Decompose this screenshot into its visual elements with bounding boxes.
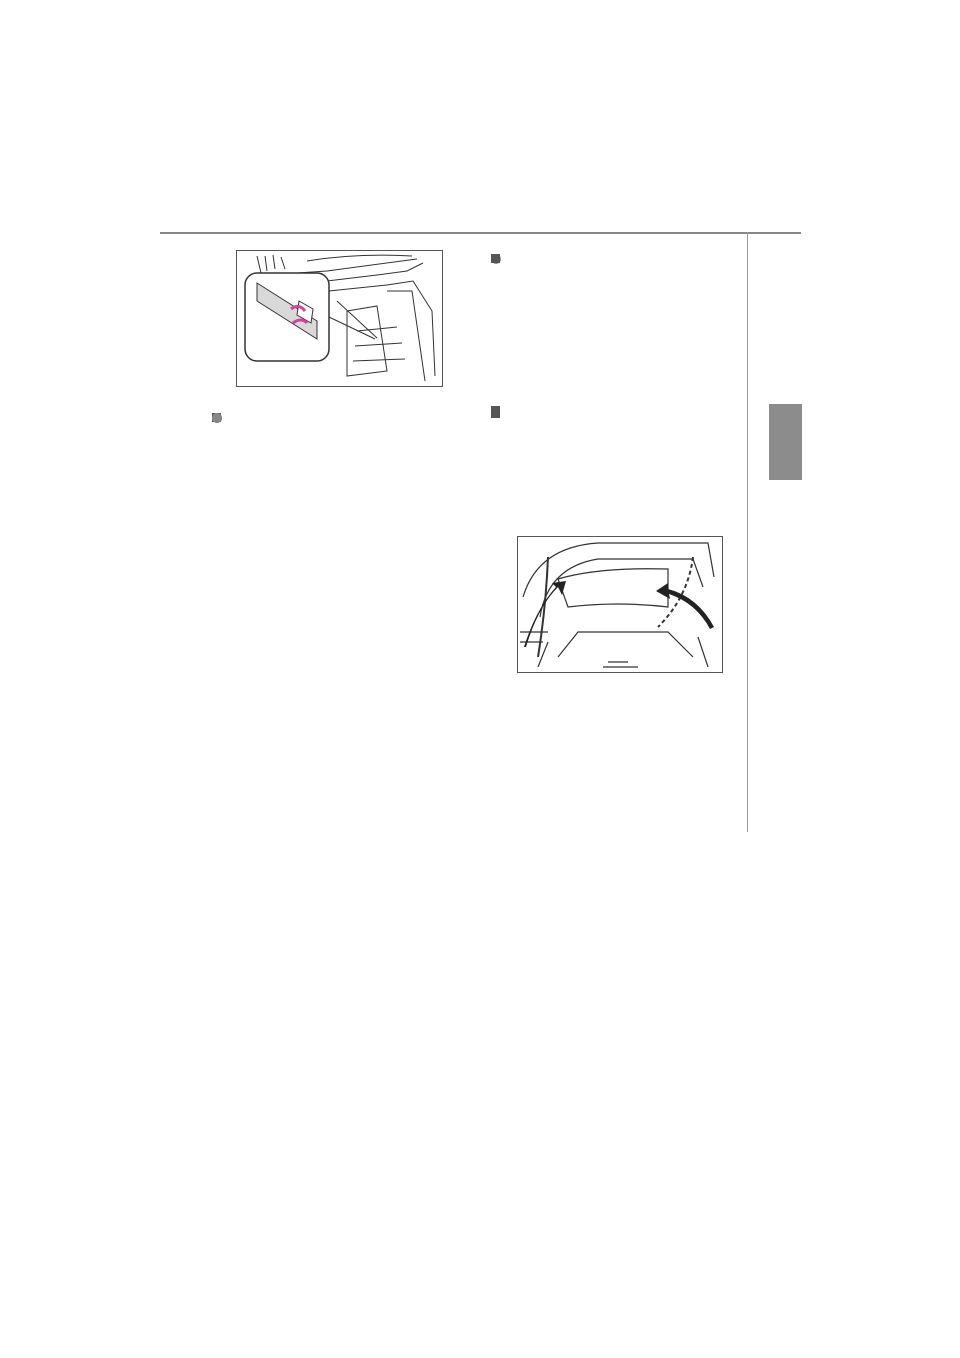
circle-bullet-icon	[212, 413, 222, 423]
open-tailgate-drawing	[518, 537, 722, 672]
square-bullet-icon	[491, 254, 500, 263]
figure-spacer	[491, 251, 749, 399]
header-rule	[160, 232, 801, 234]
right-column	[491, 244, 749, 406]
chapter-tab	[769, 404, 802, 480]
square-bullet-icon	[491, 409, 500, 418]
tailgate-switch-illustration	[236, 250, 443, 387]
tailgate-sensor-illustration	[517, 536, 723, 673]
left-column	[212, 392, 470, 410]
tailgate-interior-drawing	[237, 251, 442, 386]
